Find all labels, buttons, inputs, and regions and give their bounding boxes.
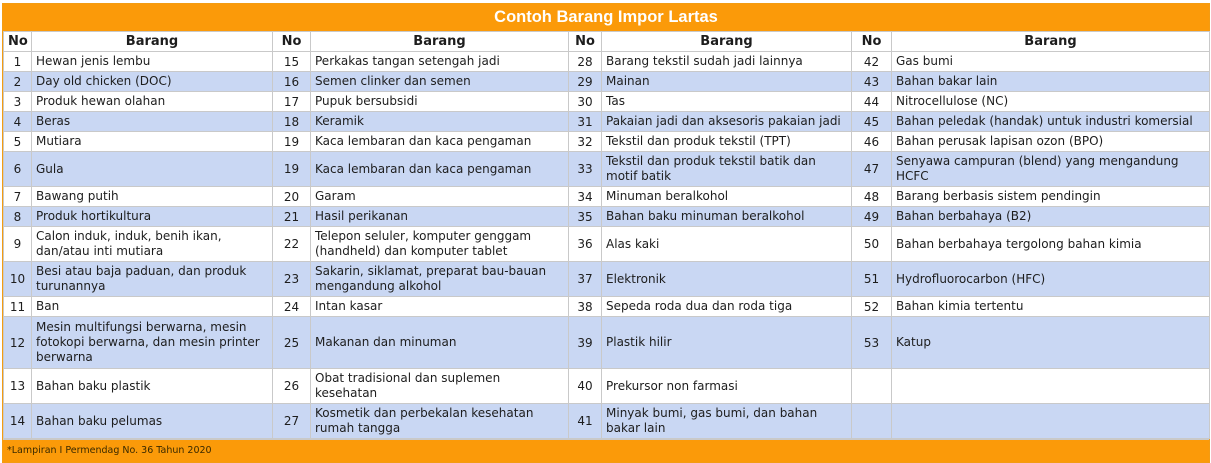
item-number: 52: [852, 297, 892, 317]
table-row: [4, 317, 1210, 369]
item-name: Semen clinker dan semen: [311, 72, 569, 92]
item-number: 9: [4, 227, 32, 262]
item-name: Bahan perusak lapisan ozon (BPO): [892, 132, 1210, 152]
item-name: Bahan baku pelumas: [32, 404, 273, 439]
item-number: 31: [569, 112, 602, 132]
item-name: Makanan dan minuman: [311, 317, 569, 369]
item-number: 7: [4, 187, 32, 207]
item-name: Kaca lembaran dan kaca pengaman: [311, 132, 569, 152]
item-number: 21: [273, 207, 311, 227]
item-number: 53: [852, 317, 892, 369]
item-name: Hydrofluorocarbon (HFC): [892, 262, 1210, 297]
item-number: 18: [273, 112, 311, 132]
table-row: [4, 72, 1210, 92]
item-number: 1: [4, 52, 32, 72]
item-name: Alas kaki: [602, 227, 852, 262]
item-number: 19: [273, 132, 311, 152]
item-number: 3: [4, 92, 32, 112]
item-name: Bahan berbahaya tergolong bahan kimia: [892, 227, 1210, 262]
item-name: Bahan peledak (handak) untuk industri komersial: [892, 112, 1210, 132]
item-number: 35: [569, 207, 602, 227]
item-name: Intan kasar: [311, 297, 569, 317]
item-number: 5: [4, 132, 32, 152]
item-name: Pupuk bersubsidi: [311, 92, 569, 112]
item-name: Garam: [311, 187, 569, 207]
goods-table: [3, 31, 1210, 439]
item-name: Beras: [32, 112, 273, 132]
table-row: [4, 52, 1210, 72]
item-number: 41: [569, 404, 602, 439]
item-name: Bahan kimia tertentu: [892, 297, 1210, 317]
item-name: Gas bumi: [892, 52, 1210, 72]
table-row: [4, 132, 1210, 152]
item-number: 16: [273, 72, 311, 92]
item-name: Plastik hilir: [602, 317, 852, 369]
item-number: 50: [852, 227, 892, 262]
table-row: [4, 112, 1210, 132]
item-name: [892, 369, 1210, 404]
item-number: 40: [569, 369, 602, 404]
item-number: 24: [273, 297, 311, 317]
item-name: Kaca lembaran dan kaca pengaman: [311, 152, 569, 187]
item-number: 49: [852, 207, 892, 227]
item-number: 25: [273, 317, 311, 369]
item-name: Nitrocellulose (NC): [892, 92, 1210, 112]
header-barang: Barang: [32, 32, 273, 52]
item-name: Tekstil dan produk tekstil (TPT): [602, 132, 852, 152]
item-number: [852, 369, 892, 404]
item-name: Obat tradisional dan suplemen kesehatan: [311, 369, 569, 404]
item-name: Telepon seluler, komputer genggam (handheld) dan komputer tablet: [311, 227, 569, 262]
item-name: Bahan baku minuman beralkohol: [602, 207, 852, 227]
header-no: No: [569, 32, 602, 52]
item-number: 38: [569, 297, 602, 317]
item-number: 30: [569, 92, 602, 112]
item-number: 45: [852, 112, 892, 132]
item-number: 28: [569, 52, 602, 72]
item-number: 11: [4, 297, 32, 317]
item-number: 23: [273, 262, 311, 297]
item-number: 4: [4, 112, 32, 132]
item-name: Katup: [892, 317, 1210, 369]
header-no: No: [852, 32, 892, 52]
item-number: 29: [569, 72, 602, 92]
item-name: Day old chicken (DOC): [32, 72, 273, 92]
item-number: 26: [273, 369, 311, 404]
item-number: 32: [569, 132, 602, 152]
item-number: [852, 404, 892, 439]
item-name: Mutiara: [32, 132, 273, 152]
item-name: Produk hortikultura: [32, 207, 273, 227]
item-number: 44: [852, 92, 892, 112]
item-name: Bahan berbahaya (B2): [892, 207, 1210, 227]
item-number: 37: [569, 262, 602, 297]
item-name: Gula: [32, 152, 273, 187]
item-number: 2: [4, 72, 32, 92]
item-name: Kosmetik dan perbekalan kesehatan rumah tangga: [311, 404, 569, 439]
item-number: 12: [4, 317, 32, 369]
item-name: Hewan jenis lembu: [32, 52, 273, 72]
item-number: 33: [569, 152, 602, 187]
table-row: [4, 207, 1210, 227]
item-name: Bahan bakar lain: [892, 72, 1210, 92]
item-name: Elektronik: [602, 262, 852, 297]
item-number: 48: [852, 187, 892, 207]
header-no: No: [273, 32, 311, 52]
item-name: Ban: [32, 297, 273, 317]
item-number: 13: [4, 369, 32, 404]
item-name: Bahan baku plastik: [32, 369, 273, 404]
item-number: 17: [273, 92, 311, 112]
header-barang: Barang: [892, 32, 1210, 52]
item-number: 8: [4, 207, 32, 227]
item-name: Minuman beralkohol: [602, 187, 852, 207]
lartas-table-card: [2, 3, 1210, 463]
item-number: 43: [852, 72, 892, 92]
item-name: Mesin multifungsi berwarna, mesin fotokopi berwarna, dan mesin printer berwarna: [32, 317, 273, 369]
table-row: [4, 152, 1210, 187]
item-number: 6: [4, 152, 32, 187]
table-row: [4, 187, 1210, 207]
item-name: Perkakas tangan setengah jadi: [311, 52, 569, 72]
item-number: 39: [569, 317, 602, 369]
item-name: Barang tekstil sudah jadi lainnya: [602, 52, 852, 72]
header-row: [4, 32, 1210, 52]
table-row: [4, 262, 1210, 297]
header-no: No: [4, 32, 32, 52]
table-title: Contoh Barang Impor Lartas: [3, 4, 1209, 31]
table-row: [4, 369, 1210, 404]
table-row: [4, 404, 1210, 439]
item-number: 19: [273, 152, 311, 187]
item-name: Produk hewan olahan: [32, 92, 273, 112]
item-name: Sakarin, siklamat, preparat bau-bauan mengandung alkohol: [311, 262, 569, 297]
item-name: Bawang putih: [32, 187, 273, 207]
item-name: Hasil perikanan: [311, 207, 569, 227]
table-row: [4, 227, 1210, 262]
item-number: 20: [273, 187, 311, 207]
item-name: Sepeda roda dua dan roda tiga: [602, 297, 852, 317]
item-number: 10: [4, 262, 32, 297]
item-number: 15: [273, 52, 311, 72]
header-barang: Barang: [602, 32, 852, 52]
item-number: 46: [852, 132, 892, 152]
item-number: 36: [569, 227, 602, 262]
item-name: Calon induk, induk, benih ikan, dan/atau inti mutiara: [32, 227, 273, 262]
item-name: Barang berbasis sistem pendingin: [892, 187, 1210, 207]
item-name: Senyawa campuran (blend) yang mengandung HCFC: [892, 152, 1210, 187]
item-name: Pakaian jadi dan aksesoris pakaian jadi: [602, 112, 852, 132]
item-name: Besi atau baja paduan, dan produk turunannya: [32, 262, 273, 297]
item-number: 14: [4, 404, 32, 439]
table-row: [4, 297, 1210, 317]
item-name: [892, 404, 1210, 439]
table-row: [4, 92, 1210, 112]
item-number: 22: [273, 227, 311, 262]
item-number: 47: [852, 152, 892, 187]
item-name: Minyak bumi, gas bumi, dan bahan bakar lain: [602, 404, 852, 439]
item-number: 34: [569, 187, 602, 207]
header-barang: Barang: [311, 32, 569, 52]
item-number: 51: [852, 262, 892, 297]
footnote: *Lampiran I Permendag No. 36 Tahun 2020: [3, 439, 1209, 462]
item-number: 42: [852, 52, 892, 72]
item-name: Keramik: [311, 112, 569, 132]
item-number: 27: [273, 404, 311, 439]
item-name: Mainan: [602, 72, 852, 92]
item-name: Prekursor non farmasi: [602, 369, 852, 404]
item-name: Tas: [602, 92, 852, 112]
item-name: Tekstil dan produk tekstil batik dan motif batik: [602, 152, 852, 187]
